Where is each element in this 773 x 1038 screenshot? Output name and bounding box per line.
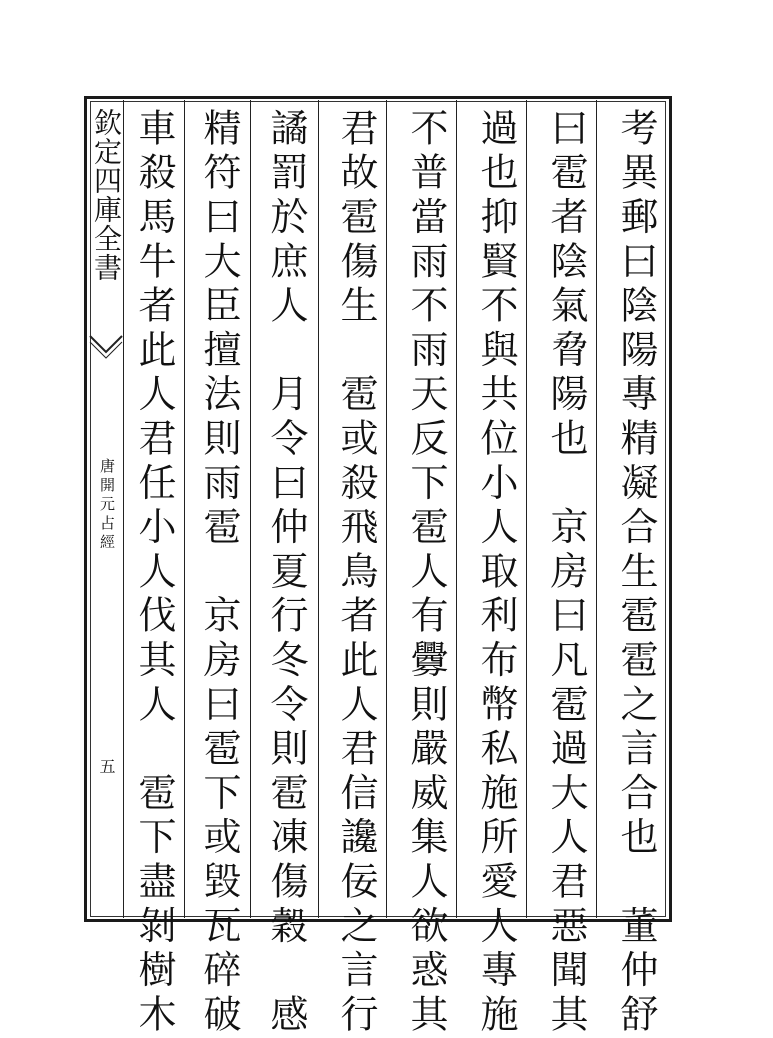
text-column: 君故雹傷生 雹或殺飛鳥者此人君信讒佞之言行 (334, 108, 378, 1038)
column-rule (596, 100, 597, 918)
text-column: 譎罰於庶人 月令曰仲夏行冬令則雹凍傷穀 感 (264, 108, 308, 1038)
text-column: 精符曰大臣擅法則雨雹 京房曰雹下或毀瓦碎破 (197, 108, 241, 1038)
text-column: 過也抑賢不與共位小人取利布幣私施所愛人專施 (474, 108, 518, 1038)
series-title: 欽定四庫全書 (90, 108, 123, 282)
column-rule (318, 100, 319, 918)
text-column: 車殺馬牛者此人君任小人伐其人 雹下盡剝樹木 (132, 108, 176, 1038)
column-rule (184, 100, 185, 918)
text-column: 曰雹者陰氣脅陽也 京房曰凡雹過大人君惡聞其 (544, 108, 588, 1038)
text-column: 不普當雨不雨天反下雹人有釁則嚴威集人欲惑其 (404, 108, 448, 1038)
page-number: 五 (97, 758, 116, 774)
column-rule (386, 100, 387, 918)
text-column: 考異郵曰陰陽專精凝合生雹雹之言合也 董仲舒 (614, 108, 658, 1038)
fishtail-ornament (88, 332, 124, 362)
book-title: 唐開元占經 (98, 458, 116, 553)
column-rule (456, 100, 457, 918)
column-rule (526, 100, 527, 918)
column-rule (250, 100, 251, 918)
